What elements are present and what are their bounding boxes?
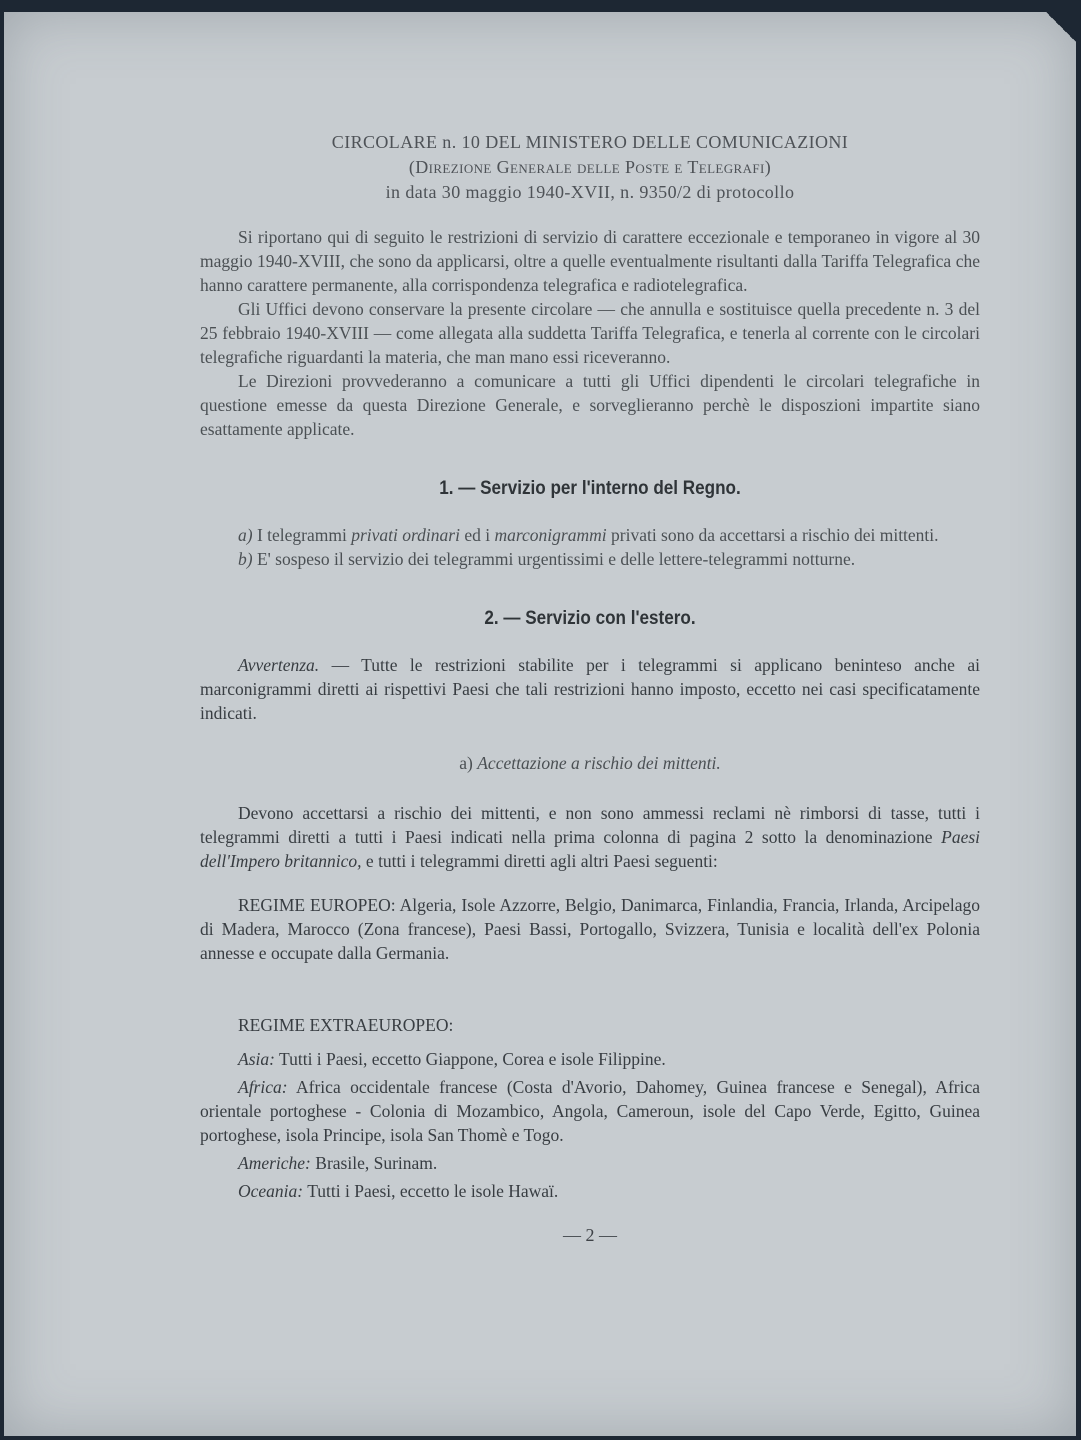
item-italic: marconigrammi [494,525,607,545]
region-text: Africa occidentale francese (Costa d'Avorio, Dahomey, Guinea francese e Senegal), Africa orientale portoghese - Colonia di Mozambico, Angola, Cameroun, isole del Capo Verde, Egitto, Guinea portoghese, isola Principe, isola San Thomè e Togo. [200,1077,980,1145]
region-americhe [200,1151,980,1175]
region-text: Tutti i Paesi, eccetto le isole Hawaï. [307,1181,559,1201]
intro-paragraph: Le Direzioni provvederanno a comunicare a tutti gli Uffici dipendenti le circolari telegrafiche in questione emesse da questa Direzione Generale, e sorveglieranno perchè le disposzioni impartite siano esattamente applicate. [200,371,980,439]
header-title: CIRCOLARE n. 10 DEL MINISTERO DELLE COMUNICAZIONI [331,132,849,152]
section-1-item-b [200,547,980,571]
page-number: — 2 — [563,1225,617,1245]
region-label: Oceania: [238,1181,304,1201]
region-asia [200,1047,980,1071]
subsection-text: Accettazione a rischio dei mittenti. [477,753,721,773]
region-text: Tutti i Paesi, eccetto Giappone, Corea e isole Filippine. [279,1049,666,1069]
regime-extraeuropeo-list [200,1047,980,1203]
region-oceania [200,1179,980,1203]
intro-paragraph: Si riportano qui di seguito le restrizioni di servizio di carattere eccezionale e temporaneo in vigore al 30 maggio 1940-XVIII, che sono da applicarsi, oltre a quelle eventualmente risultanti dalla Tariffa Telegrafica che hanno carattere permanente, alla corrispondenza telegrafica e radiotelegrafica. [200,227,980,295]
regime-label: REGIME EUROPEO: [238,895,396,915]
header [200,130,980,205]
region-africa [200,1075,980,1147]
avvertenza-text: — Tutte le restrizioni stabilite per i telegrammi si applicano beninteso anche ai marconigrammi diretti ai rispettivi Paesi che tali restrizioni hanno imposto, eccetto nei casi specificatamente indicati. [200,655,980,723]
paragraph-italic: Paesi dell'Impero britannico, [200,827,981,871]
avvertenza-paragraph [200,653,980,725]
intro-paragraph: Gli Uffici devono conservare la presente circolare — che annulla e sostituisce quella precedente n. 3 del 25 febbraio 1940-XVIII — come allegata alla suddetta Tariffa Telegrafica, e tenerla al corrente con le circolari telegrafiche riguardanti la materia, che man mano essi riceveranno. [200,299,980,367]
page-corner [1046,12,1076,42]
paragraph-text: e tutti i telegrammi diretti agli altri Paesi seguenti: [365,851,718,871]
item-text: E' sospeso il servizio dei telegrammi urgentissimi e delle lettere-telegrammi notturne. [256,549,856,569]
header-date: in data 30 maggio 1940-XVII, n. 9350/2 di protocollo [385,182,795,202]
item-text: privati sono da accettarsi a rischio dei mittenti. [611,525,939,545]
item-text: I telegrammi [256,525,347,545]
acceptance-paragraph [200,801,980,873]
item-italic: privati ordinari [351,525,460,545]
item-label: a) [238,525,253,545]
avvertenza-label: Avvertenza. [238,655,320,675]
regime-europeo [200,893,980,965]
section-1-title: 1. — Servizio per l'interno del Regno. [439,478,741,499]
section-2-title: 2. — Servizio con l'estero. [484,608,696,629]
regime-extraeuropeo-label: REGIME EXTRAEUROPEO: [238,1015,454,1035]
section-1-item-a [200,523,980,547]
item-text: ed i [464,525,491,545]
regime-text: Algeria, Isole Azzorre, Belgio, Danimarca, Finlandia, Francia, Irlanda, Arcipelago di Madera, Marocco (Zona francese), Paesi Bassi, Portogallo, Svizzera, Tunisia e località dell'ex Polonia annesse e occupate dalla Germania. [200,895,980,963]
document-page [4,12,1076,1436]
subsection-label: a) [459,753,473,773]
region-label: Americhe: [238,1153,311,1173]
region-text: Brasile, Surinam. [315,1153,438,1173]
document-body [200,130,980,1247]
header-subtitle: (Direzione Generale delle Poste e Telegrafi) [408,157,772,177]
paragraph-text: Devono accettarsi a rischio dei mittenti, e non sono ammessi reclami nè rimborsi di tasse, tutti i telegrammi diretti a tutti i Paesi indicati nella prima colonna di pagina 2 sotto la denominazione [200,803,980,847]
subsection-title [200,751,980,775]
region-label: Africa: [238,1077,288,1097]
region-label: Asia: [238,1049,275,1069]
item-label: b) [238,549,253,569]
